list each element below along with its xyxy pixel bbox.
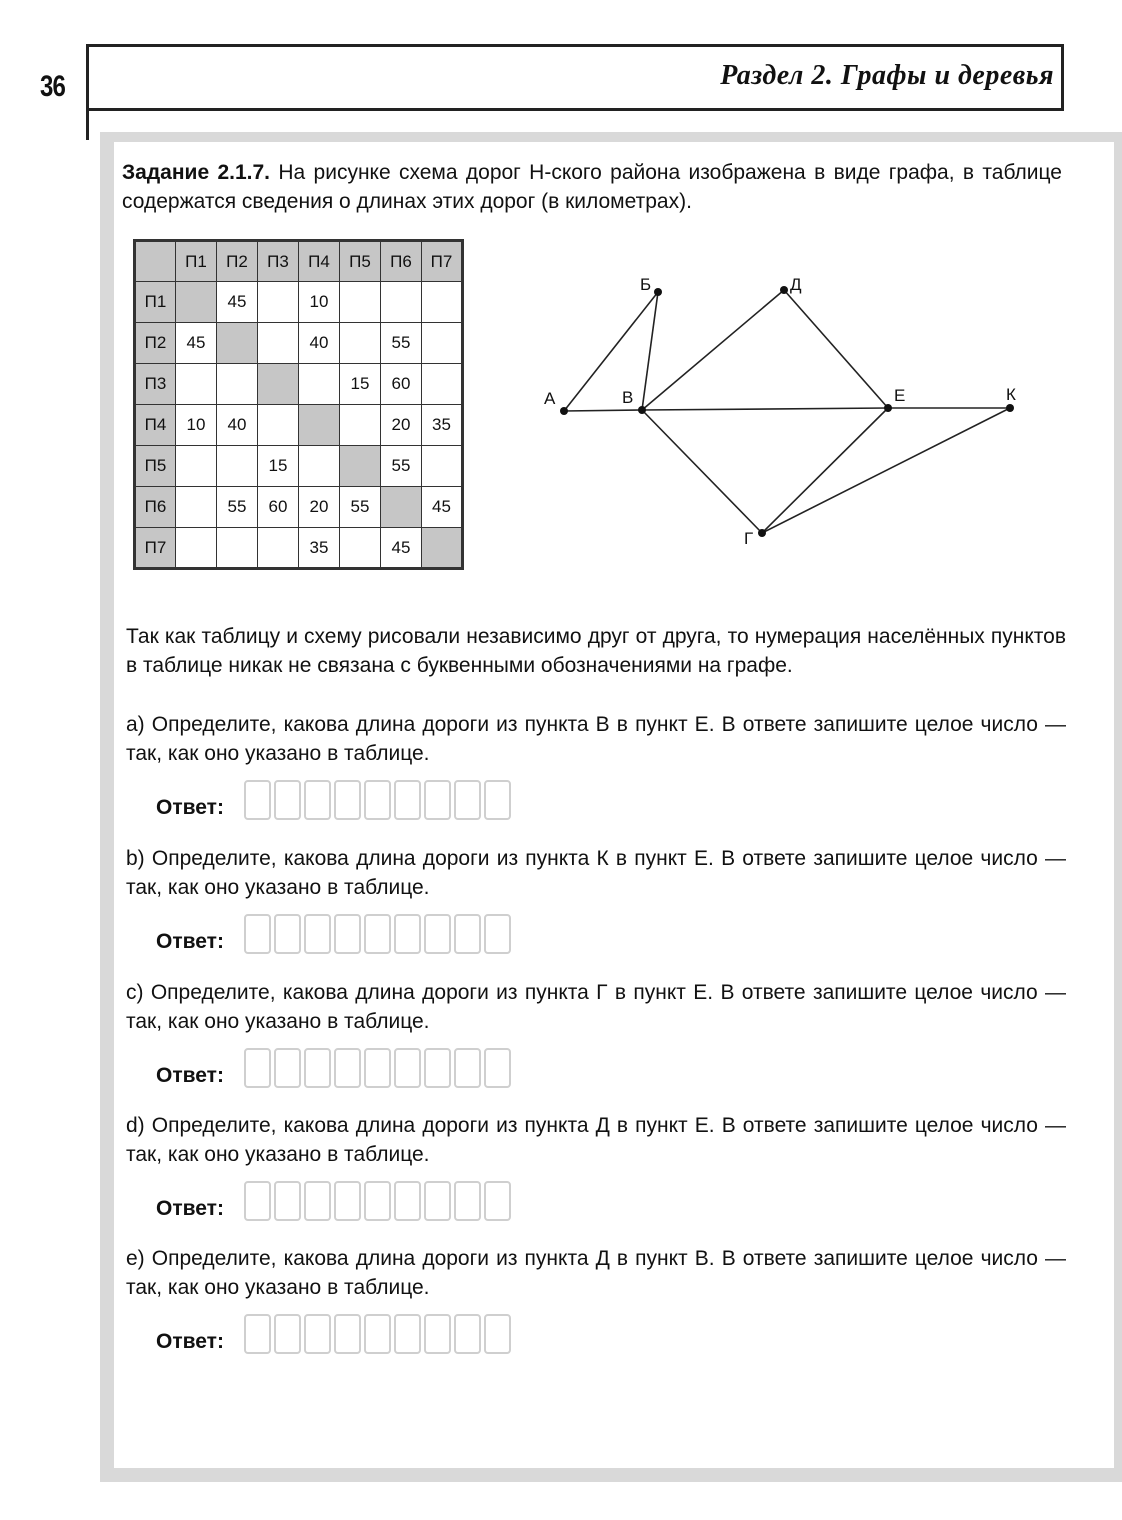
- table-cell: 40: [217, 405, 258, 446]
- row-header: П3: [135, 364, 176, 405]
- edge-v-g: [642, 410, 762, 533]
- table-cell: 45: [217, 282, 258, 323]
- row-header: П2: [135, 323, 176, 364]
- table-corner: [135, 241, 176, 282]
- row-header: П7: [135, 528, 176, 569]
- answer-input-e[interactable]: [244, 1314, 514, 1354]
- table-cell: [176, 282, 217, 323]
- node-k: [1006, 404, 1014, 412]
- table-cell: 35: [422, 405, 463, 446]
- row-header: П4: [135, 405, 176, 446]
- answer-input-d[interactable]: [244, 1181, 514, 1221]
- table-cell: [217, 323, 258, 364]
- table-cell: [258, 364, 299, 405]
- table-cell: [176, 446, 217, 487]
- edge-k-g: [762, 408, 1010, 533]
- table-cell: [340, 282, 381, 323]
- distance-table: [133, 239, 464, 570]
- table-row: [135, 446, 463, 487]
- label-k: К: [1006, 385, 1016, 404]
- answer-input-c[interactable]: [244, 1048, 514, 1088]
- task-intro-text: На рисунке схема дорог Н-ского района изображена в виде графа, в таблице содержатся сведения о длинах этих дорог (в километрах).: [122, 161, 1062, 213]
- answer-label: Ответ:: [156, 1330, 224, 1353]
- table-cell: [422, 446, 463, 487]
- label-b: Б: [640, 275, 652, 294]
- label-e: Е: [894, 386, 906, 405]
- header-rule: [86, 108, 1064, 111]
- table-row: [135, 282, 463, 323]
- node-e: [884, 404, 892, 412]
- table-cell: [381, 487, 422, 528]
- table-row: [135, 405, 463, 446]
- answer-label: Ответ:: [156, 930, 224, 953]
- table-row: [135, 364, 463, 405]
- table-cell: [217, 446, 258, 487]
- table-cell: [217, 364, 258, 405]
- answer-label: Ответ:: [156, 796, 224, 819]
- table-row: [135, 323, 463, 364]
- node-d: [780, 286, 788, 294]
- table-cell: [381, 282, 422, 323]
- table-cell: [176, 528, 217, 569]
- table-cell: 55: [381, 446, 422, 487]
- table-cell: [422, 323, 463, 364]
- answer-label: Ответ:: [156, 1197, 224, 1220]
- table-cell: [340, 323, 381, 364]
- table-cell: [258, 282, 299, 323]
- question-d: d) Определите, какова длина дороги из пункта Д в пункт Е. В ответе запишите целое число — так, как оно указано в таблице.: [126, 1114, 1066, 1166]
- table-cell: [176, 364, 217, 405]
- table-header-row: [135, 241, 463, 282]
- section-title: Раздел 2. Графы и деревья: [720, 60, 1054, 91]
- table-cell: [422, 282, 463, 323]
- edge-v-e: [642, 408, 888, 410]
- table-cell: [176, 487, 217, 528]
- explanation-text: Так как таблицу и схему рисовали независимо друг от друга, то нумерация населённых пунктов в таблице никак не связана с буквенными обозначениями на графе.: [126, 625, 1066, 677]
- task-label: Задание 2.1.7.: [122, 161, 270, 184]
- column-header: П2: [217, 241, 258, 282]
- table-cell: [299, 364, 340, 405]
- question-e: e) Определите, какова длина дороги из пункта Д в пункт В. В ответе запишите целое число — так, как оно указано в таблице.: [126, 1247, 1066, 1299]
- table-cell: 20: [299, 487, 340, 528]
- table-row: [135, 528, 463, 569]
- table-cell: [299, 405, 340, 446]
- road-graph: [530, 260, 1050, 560]
- edge-d-e: [784, 290, 888, 408]
- table-cell: 55: [217, 487, 258, 528]
- column-header: П6: [381, 241, 422, 282]
- table-cell: 45: [422, 487, 463, 528]
- table-cell: [340, 405, 381, 446]
- edge-e-g: [762, 408, 888, 533]
- table-cell: [258, 405, 299, 446]
- table-cell: 10: [299, 282, 340, 323]
- edge-a-v: [564, 410, 642, 411]
- table-cell: [217, 528, 258, 569]
- label-g: Г: [744, 529, 754, 548]
- row-header: П5: [135, 446, 176, 487]
- column-header: П7: [422, 241, 463, 282]
- edge-v-d: [642, 290, 784, 410]
- node-g: [758, 529, 766, 537]
- task-intro: [122, 158, 1062, 216]
- table-cell: 60: [381, 364, 422, 405]
- table-cell: 45: [176, 323, 217, 364]
- table-cell: 10: [176, 405, 217, 446]
- node-v: [638, 406, 646, 414]
- table-cell: [258, 323, 299, 364]
- table-cell: [422, 528, 463, 569]
- row-header: П1: [135, 282, 176, 323]
- table-cell: 35: [299, 528, 340, 569]
- table-cell: 15: [340, 364, 381, 405]
- label-v: В: [622, 388, 634, 407]
- table-cell: [340, 528, 381, 569]
- column-header: П3: [258, 241, 299, 282]
- column-header: П5: [340, 241, 381, 282]
- header-tick: [86, 110, 89, 140]
- table-cell: 55: [340, 487, 381, 528]
- question-a: a) Определите, какова длина дороги из пункта В в пункт Е. В ответе запишите целое число — так, как оно указано в таблице.: [126, 713, 1066, 765]
- answer-label: Ответ:: [156, 1064, 224, 1087]
- table-cell: 60: [258, 487, 299, 528]
- node-a: [560, 407, 568, 415]
- row-header: П6: [135, 487, 176, 528]
- answer-input-b[interactable]: [244, 914, 514, 954]
- label-a: А: [544, 389, 556, 408]
- table-row: [135, 487, 463, 528]
- node-b: [654, 288, 662, 296]
- column-header: П1: [176, 241, 217, 282]
- answer-input-a[interactable]: [244, 780, 514, 820]
- page-number: 36: [40, 70, 66, 103]
- table-cell: [340, 446, 381, 487]
- table-cell: 20: [381, 405, 422, 446]
- column-header: П4: [299, 241, 340, 282]
- table-cell: 55: [381, 323, 422, 364]
- table-cell: 15: [258, 446, 299, 487]
- question-b: b) Определите, какова длина дороги из пункта К в пункт Е. В ответе запишите целое число — так, как оно указано в таблице.: [126, 847, 1066, 899]
- label-d: Д: [790, 275, 802, 294]
- question-c: c) Определите, какова длина дороги из пункта Г в пункт Е. В ответе запишите целое число — так, как оно указано в таблице.: [126, 981, 1066, 1033]
- table-cell: [299, 446, 340, 487]
- table-cell: 40: [299, 323, 340, 364]
- table-cell: [258, 528, 299, 569]
- table-cell: 45: [381, 528, 422, 569]
- table-cell: [422, 364, 463, 405]
